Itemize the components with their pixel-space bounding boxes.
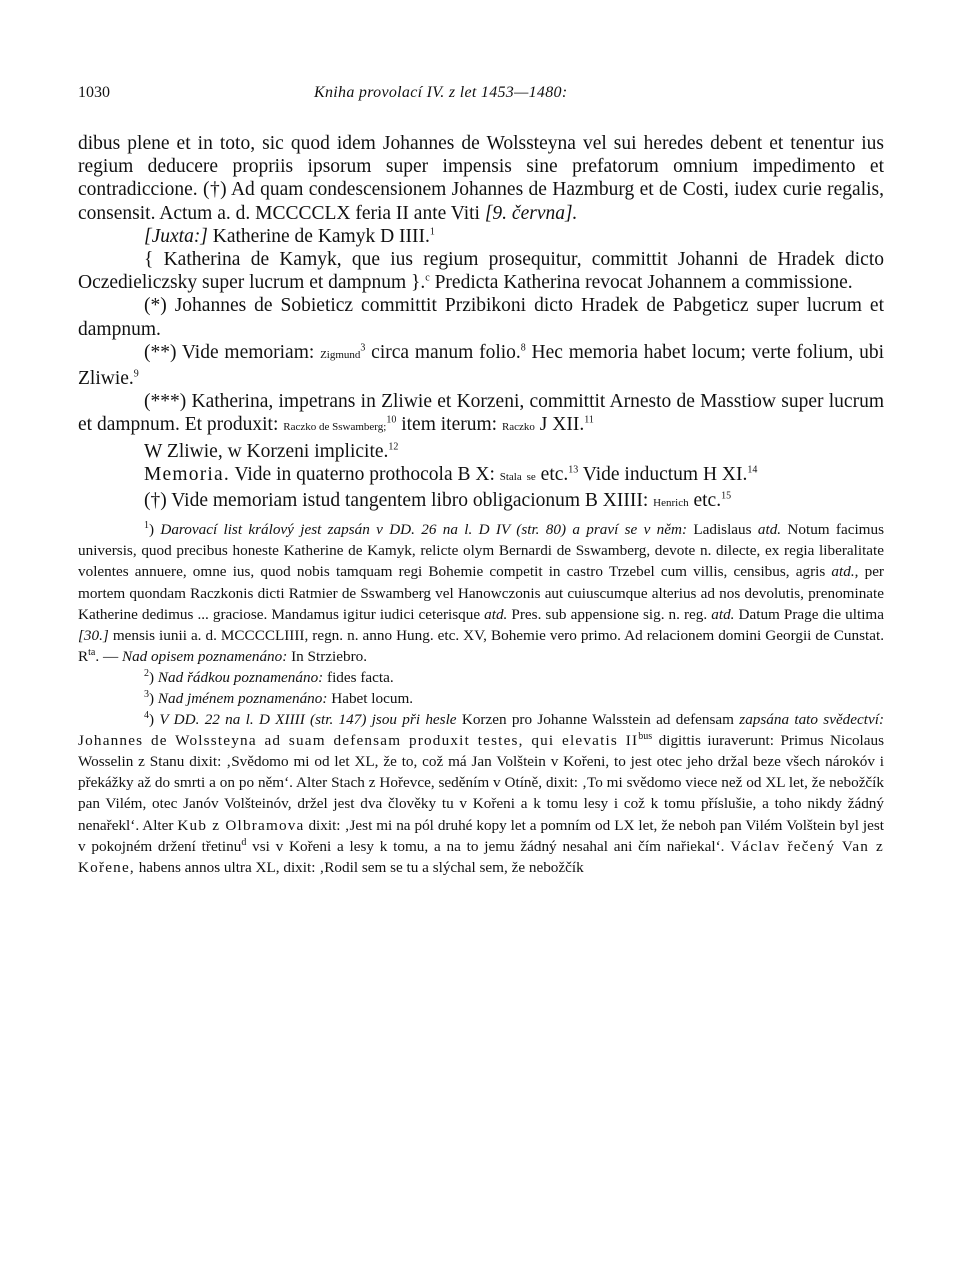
footnote-number: 4	[144, 710, 149, 722]
p2-text: Katherine de Kamyk D IIII.	[207, 225, 430, 247]
page	[78, 84, 884, 878]
n4-text-2: digittis iuraverunt: Primus Nicolaus Wosselin z Stanu dixit: ‚Svědomo mi od let XL, že to, což má Jan Volštein v Kořeni, to jest otec jeho držal beze všech nárokóv i překážky až do smrti a on po něm‘. Alter Stach z Hořevce, seděním v Otíně, dixit: ‚To mi svědomo viece než od XL let, že nebožčík pan Vilém, otec Janóv Volšteinóv, držel jest dva člověky tu v Kořeni a k tomu lesy i což k tomu příslušie, a toho nikdy žádný nenařekl‘. Alter	[78, 732, 884, 834]
n1-text-3: , per mortem quondam Raczkonis dicti Ratmier de Sswamberg vel Hanowczonis aut cuiuscumque alterius ad nos devolutis, prenominate Katherine dedimus ... graciose. Mandamus igitur iudici ceterisque	[78, 563, 884, 623]
footnote-ref: 8	[520, 342, 526, 354]
small-name: Raczko de Sswamberg;	[283, 421, 387, 434]
page-header	[78, 84, 884, 112]
p1-text: dibus plene et in toto, sic quod idem Johannes de Wolssteyna vel sui heredes debent et tenentur ius regium deducere propriis ipsorum super impensis sine prefatorum omnium impedimento et contradiccione. (†) Ad quam condescensionem Johannes de Hazmburg et de Costi, iudex curie regalis, consensit. Actum a. d. MCCCCLX feria II ante Viti	[78, 133, 884, 224]
page-number: 1030	[78, 84, 110, 101]
n3-text: Habet locum.	[327, 690, 414, 707]
paragraph-3	[78, 248, 884, 294]
p8-text-a: Vide in quaterno prothocola B X:	[229, 463, 500, 485]
paragraph-6	[78, 390, 884, 439]
small-name: Raczko	[501, 421, 535, 434]
footnote-3: $^3$) Nad jménem poznamenáno: Habet locum.	[144, 688, 414, 707]
p6-text-c: J XII.	[534, 414, 585, 436]
p8-text-b: etc.	[535, 463, 569, 485]
n1-text-5: Datum Prage die ultima	[734, 605, 884, 623]
paragraph-5	[78, 341, 884, 390]
n1-atd: atd.	[831, 563, 855, 581]
small-word: se	[526, 470, 536, 483]
footnote-4: $^4$) V DD. 22 na l. D XIIII (str. 147) jsou při hesle Korzen pro Johanne Walsstein ad defensam zapsána tato svědectví: Johannes de Wolssteyna ad suam defensam produxit testes, qui elevatis $II^{bus}$ digittis iuraverunt: Primus Nicolaus Wosselin z Stanu dixit: ‚Svědomo mi od let XL, že to, což má Jan Volštein v Kořeni, to jest otec jeho držal beze všech nárokóv i překážky až do smrti a on po něm‘. Alter Stach z Hořevce, seděním v Otíně, dixit: ‚To mi svědomo viece než od XL let, že nebožčík pan Vilém, otec Janóv Volšteinóv, držel jest dva člověky tu v Kořeni a k tomu lesy i což k tomu příslušie, a toho nikdy žádný nenařekl‘. Alter Kub z Olbramova dixit: ‚Jest mi na pól druhé kopy let a pomním od LX let, že neboh pan Vilém Volštein byl jest v pokojném držení třetinu$^d$ vsi v Kořeni a lesy k tomu, a na to jemu žádný nesahal ani čím nařiekal‘. Václav řečený Van z Kořene, habens annos ultra XL, dixit: ‚Rodil sem se tu a slýchal sem, že nebožčík	[78, 710, 884, 876]
footnote-ref: 1	[429, 226, 435, 238]
paragraph-4	[78, 294, 884, 340]
n1-text-4: Pres. sub appensione sig. n. reg.	[507, 605, 712, 623]
p4-text: (*) Johannes de Sobieticz committit Przibikoni dicto Hradek de Pabgeticz super lucrum et dampnum.	[78, 295, 884, 340]
n1-atd: atd.	[757, 521, 782, 539]
running-title: Kniha provolací IV. z let 1453—1480:	[314, 84, 568, 101]
footnote-ref: 11	[584, 414, 594, 426]
n4-text-5: habens annos ultra XL, dixit: ‚Rodil sem se tu a slýchal sem, že nebožčík	[134, 858, 584, 876]
paragraph-2	[78, 225, 884, 248]
p8-spaced: Memoria.	[144, 463, 230, 485]
p1-date: [9. června].	[484, 202, 578, 224]
n3-italic: Nad jménem poznamenáno:	[157, 690, 328, 707]
p9-text-b: etc.	[688, 490, 722, 512]
n4-text-1: Korzen pro Johanne Walsstein ad defensam	[456, 711, 740, 729]
footnote-ref: 13	[568, 464, 579, 476]
footnote-1: $^1$) Darovací list králový jest zapsán v DD. 26 na l. D IV (str. 80) a praví se v něm: Ladislaus atd. Notum facimus universis, quod precibus honeste Katherine de Kamyk, relicte olym Bernardi de Sswamberg, devote n. dilecte, ex regia liberalitate volentes annuere, omne ius, quod nobis tamquam regi Bohemie competit in castro Trzebel cum villis, censibus, agris atd., per mortem quondam Raczkonis dicti Ratmier de Sswamberg vel Hanowczonis aut cuiuscumque alterius ad nos devolutis, prenominate Katherine dedimus ... graciose. Mandamus igitur iudici ceterisque atd. Pres. sub appensione sig. n. reg. atd. Datum Prage die ultima [30.] mensis iunii a. d. MCCCCLIIII, regn. n. anno Hung. etc. XV, Bohemie vero primo. Ad relacionem domini Georgii de Cunstat. $R^{ta}$. — Nad opisem poznamenáno: In Strziebro.	[78, 520, 884, 665]
p5-text-a: (**) Vide memoriam:	[144, 341, 321, 363]
n1-text-6: mensis iunii a. d. MCCCCLIIII, regn. n. anno Hung. etc. XV, Bohemie vero primo. Ad relacionem domini Georgii de Cunstat. R	[78, 626, 884, 665]
footnote-2: $^2$) Nad řádkou poznamenáno: fides facta.	[144, 667, 394, 686]
n1-text: Ladislaus	[687, 521, 758, 539]
p5-text-b: circa manum folio.	[365, 341, 521, 363]
n1-text-8: In Strziebro.	[287, 647, 368, 665]
n1-date: [30.]	[78, 626, 109, 644]
footnotes	[78, 519, 884, 878]
n4-text-3: dixit: ‚Jest mi na pól druhé kopy let a pomním od LX let, že neboh pan Vilém Volštein byl jest v pokojném držení třetinu	[78, 816, 884, 855]
n4-italic: V DD. 22 na l. D XIIII (str. 147) jsou při hesle	[159, 711, 457, 729]
footnote-ref: 14	[747, 464, 758, 476]
paragraph-1	[78, 132, 884, 225]
p6-text-b: item iterum:	[396, 414, 502, 436]
n4-sup: bus	[638, 731, 653, 743]
footnote-ref: 12	[388, 441, 399, 453]
footnote-number: 1	[144, 520, 149, 532]
n4-text-4: vsi v Kořeni a lesy k tomu, a na to jemu žádný nesahal ani čím nařiekal‘.	[246, 837, 731, 855]
n1-atd: atd.	[484, 605, 508, 623]
p7-text: W Zliwie, w Korzeni implicite.	[144, 440, 389, 462]
small-name: Stala	[499, 470, 522, 483]
n1-atd: atd.	[711, 605, 735, 623]
p3-rest: Predicta Katherina revocat Johannem a commissione.	[429, 272, 853, 294]
footnote-ref: 15	[721, 490, 732, 502]
footnote-ref: 10	[386, 414, 397, 426]
paragraph-9	[78, 489, 884, 515]
n4-spaced-2: Kub z Olbramova	[177, 816, 305, 834]
n2-text: fides facta.	[323, 668, 394, 686]
footnote-number: 2	[144, 667, 149, 679]
footnote-ref: 3	[360, 342, 366, 354]
n1-italic-2: Nad opisem poznamenáno:	[121, 647, 288, 665]
n4-spaced-3: Václav řečený Van z Kořene,	[78, 837, 884, 876]
footnote-number: 3	[144, 688, 149, 700]
paragraph-8	[78, 463, 884, 489]
n4-sup: d	[241, 836, 247, 848]
p5-text-c: Hec memoria habet locum; verte folium, ubi Zliwie.	[78, 341, 884, 390]
p9-text-a: (†) Vide memoriam istud tangentem libro obligacionum B XIIII:	[144, 490, 654, 512]
n1-text-2: Notum facimus universis, quod precibus honeste Katherine de Kamyk, relicte olym Bernardi de Sswamberg, devote n. dilecte, ex regia liberalitate volentes annuere, omne ius, quod nobis tamquam regi Bohemie competit in castro Trzebel cum villis, censibus, agris	[78, 521, 884, 581]
p6-text-a: (***) Katherina, impetrans in Zliwie et Korzeni, committit Arnesto de Masstiow super lucrum et dampnum. Et produxit:	[78, 391, 884, 436]
small-name: Zigmund	[320, 348, 361, 361]
paragraph-7	[78, 440, 884, 463]
n1-italic: Darovací list králový jest zapsán v DD. 26 na l. D IV (str. 80) a praví se v něm:	[160, 521, 688, 539]
n4-italic-2: zapsána tato svědectví:	[739, 711, 884, 729]
note-ref: c	[425, 272, 430, 284]
n1-text-7: . —	[95, 647, 122, 665]
small-name: Henrich	[653, 497, 689, 510]
n1-sup: ta	[88, 646, 96, 658]
p3-text: { Katherina de Kamyk, que ius regium prosequitur, committit Johanni de Hradek dicto Oczedieliczsky super lucrum et dampnum }.	[78, 249, 884, 294]
n2-italic: Nad řádkou poznamenáno:	[157, 668, 324, 686]
p2-juxta: [Juxta:]	[144, 225, 208, 247]
footnote-ref: 9	[133, 368, 139, 380]
n4-spaced-1: Johannes de Wolssteyna ad suam defensam produxit testes, qui elevatis II	[78, 732, 639, 750]
p8-text-c: Vide inductum H XI.	[578, 463, 748, 485]
main-text	[78, 132, 884, 515]
